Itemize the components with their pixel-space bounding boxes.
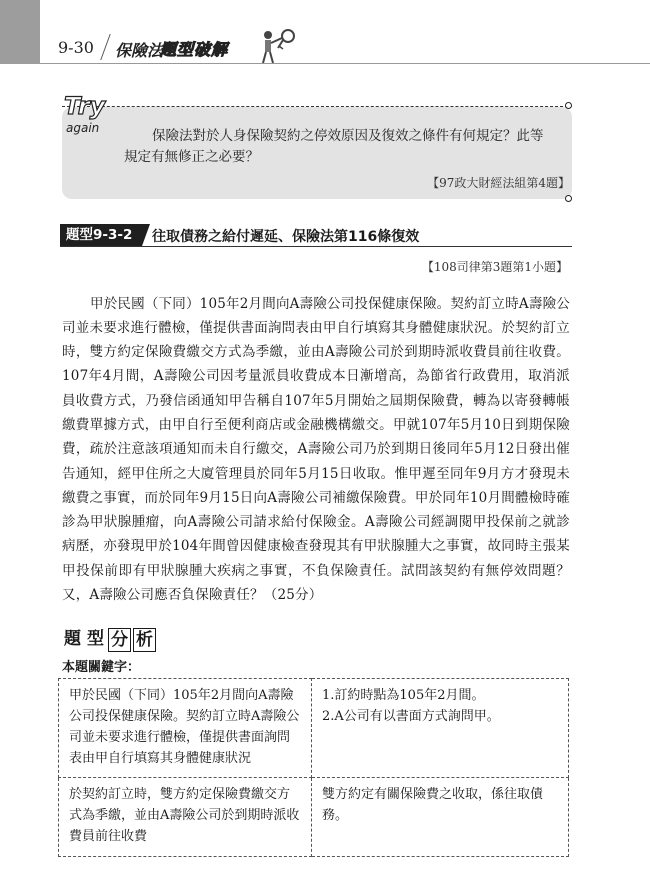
- try-again-source: 【97政大財經法組第4題】: [427, 176, 570, 190]
- section-tag-corner: [142, 224, 150, 246]
- header-rule: [40, 63, 650, 64]
- analysis-char: 題: [64, 629, 81, 649]
- section-title: 往取債務之給付遲延、保險法第116條復效: [152, 229, 420, 245]
- table-row: [59, 679, 569, 778]
- section-tag: 題型9-3-2: [60, 224, 142, 246]
- keyword-table: [58, 678, 569, 857]
- keyword-cell: 甲於民國（下同）105年2月間向A壽險公司投保健康保險。契約訂立時A壽險公司並未要求進行體檢，僅提供書面詢問表由甲自行填寫其身體健康狀況: [59, 679, 312, 778]
- key-figure-icon: [248, 26, 298, 64]
- keywords-label: 本題關鍵字：: [62, 660, 141, 675]
- explanation-cell: 雙方約定有關保險費之收取，係往取債務。: [312, 778, 569, 857]
- keyword-cell: 於契約訂立時，雙方約定保險費繳交方式為季繳，並由A壽險公司於到期時派收費員前往收費: [59, 778, 312, 857]
- explanation-cell: [312, 679, 569, 778]
- try-again-question: 保險法對於人身保險契約之停效原因及復效之條件有何規定？此等規定有無修正之必要？: [124, 128, 544, 165]
- question-text: 甲於民國（下同）105年2月間向A壽險公司投保健康保險。契約訂立時A壽險公司並未要求進行體檢，僅提供書面詢問表由甲自行填寫其身體健康狀況。於契約訂立時，雙方約定保險費繳交方式為季繳，並由A壽險公司於到期時派收費員前往收費。107年4月間，A壽險公司因考量派員收費成本日漸增高，為節省行政費用，取消派員收費方式，乃發信函通知甲告稱自107年5月開始之屆期保險費，轉為以寄發轉帳繳費單據方式，由甲自行至便利商店或金融機構繳交。甲就107年5月10日到期保險費，疏於注意該項通知而未自行繳交，A壽險公司乃於到期日後同年5月12日發出催告通知，經甲住所之大廈管理員於同年5月15日收取。惟甲遲至同年9月方才發現未繳費之事實，而於同年9月15日向A壽險公司補繳保險費。甲於同年10月間體檢時確診為甲狀腺腫瘤，向A壽險公司請求給付保險金。A壽險公司經調閱甲投保前之就診病歷，亦發現甲於104年間曾因健康檢查發現其有甲狀腺腫大之事實，故同時主張某甲投保前即有甲狀腺腫大疾病之事實，不負保險責任。試問該契約有無停效問題？又，A壽險公司應否負保險責任？（25分）: [62, 295, 570, 604]
- analysis-char: 析: [133, 628, 156, 652]
- list-item: 2.A公司有以書面方式詢問甲。: [322, 709, 500, 724]
- analysis-char: 型: [87, 629, 104, 649]
- section-rule: [60, 246, 572, 247]
- list-item: 1.訂約時點為105年2月間。: [322, 688, 485, 703]
- dot-ornament: [565, 102, 572, 109]
- dot-ornament: [565, 195, 572, 202]
- again-badge-text: again: [66, 121, 100, 135]
- analysis-heading: [62, 628, 156, 652]
- page-corner-tab: [0, 0, 40, 64]
- book-subtitle: 題型破解: [160, 40, 229, 59]
- question-source: 【108司律第3題第1小題】: [421, 260, 568, 274]
- try-badge-text: Try: [64, 92, 106, 120]
- analysis-char: 分: [108, 628, 131, 652]
- page-number: 9-30: [58, 38, 94, 57]
- try-again-dashed-line: [62, 106, 568, 107]
- table-row: [59, 778, 569, 857]
- book-title: 保險法: [115, 41, 164, 60]
- header-divider: [100, 34, 110, 60]
